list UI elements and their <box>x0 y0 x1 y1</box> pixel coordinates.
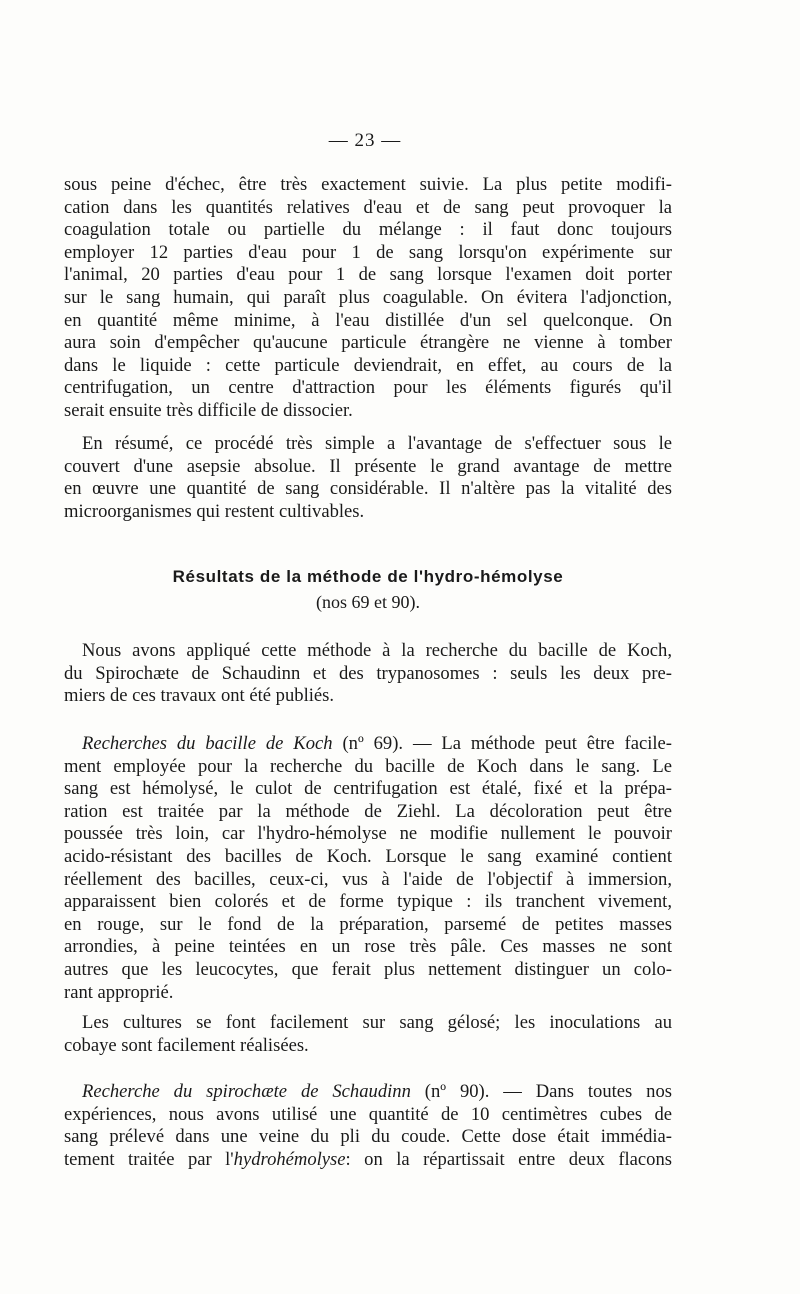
text-line: microorganismes qui restent cultivables. <box>64 500 365 522</box>
paragraph-intro <box>64 174 672 423</box>
text-line: autres que les leucocytes, que ferait plus nettement distinguer un colo- <box>64 958 672 980</box>
text-line <box>64 1081 672 1104</box>
text-line: en quantité même minime, à l'eau distillée d'un sel quelconque. On <box>64 309 672 331</box>
text-fragment: (nº 69). — La méthode peut être facile- <box>342 733 672 754</box>
page-number: — 23 — <box>328 130 402 151</box>
text-line: cobaye sont facilement réalisées. <box>64 1034 309 1056</box>
text-line: couvert d'une asepsie absolue. Il présente le grand avantage de mettre <box>64 455 672 477</box>
paragraph-cultures <box>64 1012 672 1057</box>
paragraph-applications <box>64 640 672 708</box>
text-line: dans le liquide : cette particule deviendrait, en effet, au cours de la <box>64 354 672 376</box>
text-line: cation dans les quantités relatives d'eau et de sang peut provoquer la <box>64 196 672 218</box>
text-line: miers de ces travaux ont été publiés. <box>64 685 335 707</box>
text-fragment: tement traitée par l' <box>64 1148 234 1170</box>
text-line: en rouge, sur le fond de la préparation, parsemé de petites masses <box>64 913 672 935</box>
section-subheading: (nos 69 et 90). <box>316 592 420 612</box>
text-line: sang est hémolysé, le culot de centrifugation est étalé, fixé et la prépa- <box>64 778 672 800</box>
text-line: réellement des bacilles, ceux-ci, vus à l'aide de l'objectif à immersion, <box>64 868 672 890</box>
text-line: du Spirochæte de Schaudinn et des trypanosomes : seuls les deux pre- <box>64 662 672 684</box>
paragraph-summary <box>64 433 672 523</box>
text-fragment: : on la répartissait entre deux flacons <box>345 1148 673 1170</box>
text-line: Les cultures se font facilement sur sang gélosé; les inoculations au <box>82 1012 672 1033</box>
text-line: apparaissent bien colorés et de forme typique : ils tranchent vivement, <box>64 891 672 913</box>
text-line: expériences, nous avons utilisé une quantité de 10 centimètres cubes de <box>64 1103 672 1125</box>
text-line: sang prélevé dans une veine du pli du coude. Cette dose était immédia- <box>64 1126 672 1148</box>
text-line: aura soin d'empêcher qu'aucune particule étrangère ne vienne à tomber <box>64 332 672 354</box>
paragraph-title: Recherche du spirochæte de Schaudinn <box>82 1081 411 1102</box>
text-line: serait ensuite très difficile de dissocier. <box>64 399 353 421</box>
paragraph-spirochaete <box>64 1081 672 1171</box>
text-line: coagulation totale ou partielle du mélange : il faut donc toujours <box>64 219 672 241</box>
text-line: acido-résistant des bacilles de Koch. Lorsque le sang examiné contient <box>64 845 672 867</box>
text-line: arrondies, à peine teintées en un rose très pâle. Ces masses ne sont <box>64 936 672 958</box>
text-line: l'animal, 20 parties d'eau pour 1 de sang lorsque l'examen doit porter <box>64 264 672 286</box>
text-line: sur le sang humain, qui paraît plus coagulable. On évitera l'adjonction, <box>64 286 672 308</box>
text-line: ration est traitée par la méthode de Ziehl. La décoloration peut être <box>64 800 672 822</box>
paragraph-title: Recherches du bacille de Koch <box>82 733 333 754</box>
text-fragment-italic: hydrohémolyse <box>233 1148 346 1170</box>
text-line: ment employée pour la recherche du bacille de Koch dans le sang. Le <box>64 755 672 777</box>
section-heading: Résultats de la méthode de l'hydro-hémolyse <box>172 567 564 586</box>
text-line: en œuvre une quantité de sang considérable. Il n'altère pas la vitalité des <box>64 478 672 500</box>
text-line: Nous avons appliqué cette méthode à la recherche du bacille de Koch, <box>82 640 672 661</box>
text-line <box>64 1149 672 1172</box>
paragraph-koch <box>64 733 672 1004</box>
text-line: sous peine d'échec, être très exactement suivie. La plus petite modifi- <box>64 174 672 195</box>
text-fragment: (nº 90). — Dans toutes nos <box>424 1081 672 1102</box>
text-line: rant approprié. <box>64 981 174 1003</box>
text-line: En résumé, ce procédé très simple a l'avantage de s'effectuer sous le <box>82 433 672 454</box>
text-line: employer 12 parties d'eau pour 1 de sang lorsqu'on expérimente sur <box>64 241 672 263</box>
text-line: poussée très loin, car l'hydro-hémolyse ne modifie nullement le pouvoir <box>64 823 672 845</box>
text-line <box>64 733 672 756</box>
text-line: centrifugation, un centre d'attraction pour les éléments figurés qu'il <box>64 377 672 399</box>
